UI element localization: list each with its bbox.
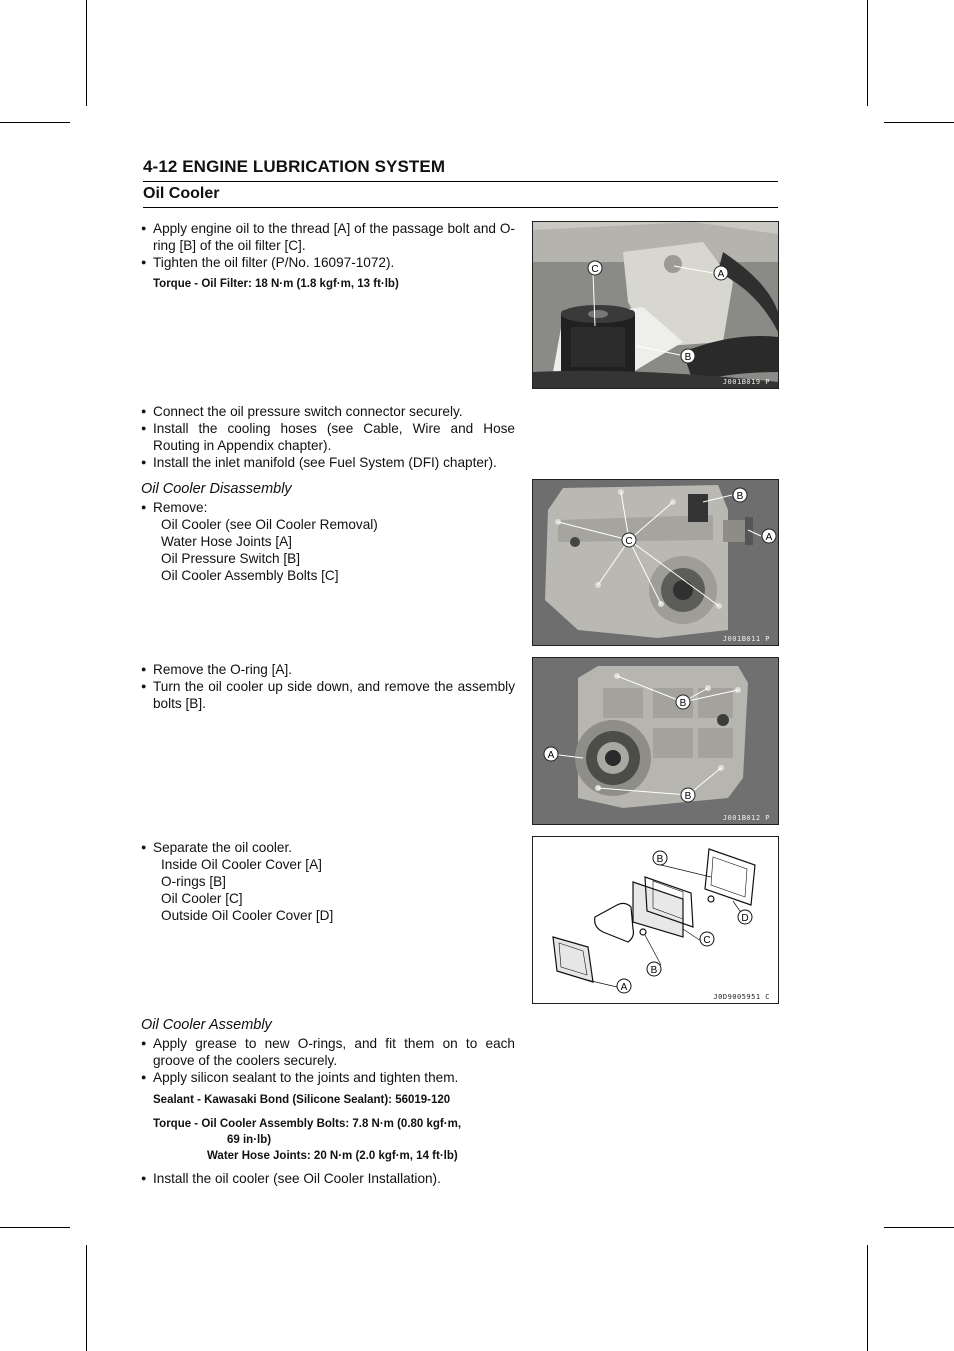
remove-item: Oil Cooler Assembly Bolts [C]: [161, 568, 339, 583]
torque-spec-oil-filter: Torque - Oil Filter: 18 N·m (1.8 kgf·m, 13 ft·lb): [153, 278, 399, 290]
torque-water-joints: Water Hose Joints: 20 N·m (2.0 kgf·m, 14 ft·lb): [207, 1150, 458, 1162]
callout-label: [544, 747, 558, 761]
callout-label: [681, 349, 695, 363]
crop-mark: [86, 1245, 87, 1351]
step-remove-oring: ● Remove the O-ring [A].: [141, 661, 515, 678]
remove-item: Oil Cooler (see Oil Cooler Removal): [161, 517, 378, 532]
crop-mark: [86, 0, 87, 106]
svg-text:B: B: [656, 854, 664, 865]
crop-mark: [884, 1227, 954, 1228]
part-item: Outside Oil Cooler Cover [D]: [161, 908, 334, 923]
crop-mark: [0, 1227, 70, 1228]
callout-label: [676, 695, 690, 709]
sealant-spec: Sealant - Kawasaki Bond (Silicone Sealant): 56019-120: [153, 1094, 451, 1106]
section-rule: [143, 207, 778, 208]
oil-filter-steps: [141, 220, 515, 292]
svg-text:B: B: [650, 965, 658, 976]
assembly-heading: Oil Cooler Assembly: [141, 1017, 272, 1033]
svg-text:B: B: [736, 491, 744, 502]
callout-label: [653, 851, 667, 865]
figure-code: J001B011 P: [722, 635, 770, 643]
assembly-section: [141, 1017, 515, 1187]
callout-label: [733, 488, 747, 502]
part-item: Oil Cooler [C]: [161, 891, 243, 906]
oring-steps: [141, 661, 515, 712]
step-apply-grease: ● Apply grease to new O-rings, and fit them on to each groove of the coolers securely.: [141, 1035, 515, 1069]
figure-code: J001B019 P: [722, 378, 770, 386]
callout-label: [714, 266, 728, 280]
header-rule: [143, 181, 778, 182]
step-tighten-filter: ● Tighten the oil filter (P/No. 16097-1072).: [141, 254, 515, 271]
svg-text:A: A: [547, 750, 555, 761]
step-apply-sealant: ● Apply silicon sealant to the joints and tighten them.: [141, 1069, 515, 1086]
crop-mark: [0, 122, 70, 123]
installation-steps: [141, 403, 515, 471]
section-title: Oil Cooler: [143, 185, 220, 202]
step-install-manifold: ● Install the inlet manifold (see Fuel System (DFI) chapter).: [141, 454, 515, 471]
svg-text:C: C: [591, 264, 599, 275]
figure-code: J001B012 P: [722, 814, 770, 822]
torque-bolts-cont: 69 in·lb): [227, 1134, 272, 1146]
svg-text:C: C: [625, 536, 633, 547]
disassembly-section: [141, 481, 515, 584]
torque-label: Torque -: [153, 1118, 202, 1130]
figure-oil-cooler-bottom: [532, 657, 779, 825]
crop-mark: [867, 0, 868, 106]
step-separate-cooler: ● Separate the oil cooler.: [141, 839, 515, 856]
step-turn-cooler: ● Turn the oil cooler up side down, and remove the assembly bolts [B].: [141, 678, 515, 712]
torque-bolts: Oil Cooler Assembly Bolts: 7.8 N·m (0.80 kgf·m,: [201, 1118, 462, 1130]
disassembly-heading: Oil Cooler Disassembly: [141, 481, 292, 497]
svg-text:C: C: [703, 935, 711, 946]
svg-text:B: B: [684, 791, 692, 802]
torque-spec-assembly: [141, 1116, 515, 1164]
figure-code: J0D9005951 C: [713, 993, 770, 1001]
remove-item: Oil Pressure Switch [B]: [161, 551, 300, 566]
callout-label: [762, 529, 776, 543]
figure-oil-filter: [532, 221, 779, 389]
crop-mark: [884, 122, 954, 123]
chapter-title: 4-12 ENGINE LUBRICATION SYSTEM: [143, 157, 446, 176]
separate-section: [141, 839, 515, 924]
callout-label: [588, 261, 602, 275]
page-header: [143, 157, 778, 208]
svg-text:A: A: [620, 982, 628, 993]
step-remove: ● Remove:: [141, 499, 515, 516]
crop-mark: [867, 1245, 868, 1351]
svg-text:A: A: [765, 532, 773, 543]
figure-oil-cooler-top: [532, 479, 779, 646]
svg-text:B: B: [684, 352, 692, 363]
callout-label: [622, 533, 636, 547]
callout-label: [700, 932, 714, 946]
callout-label: [647, 962, 661, 976]
svg-text:B: B: [679, 698, 687, 709]
callout-label: [738, 910, 752, 924]
step-connect-switch: ● Connect the oil pressure switch connector securely.: [141, 403, 515, 420]
remove-item: Water Hose Joints [A]: [161, 534, 292, 549]
callout-label: [617, 979, 631, 993]
callout-label: [681, 788, 695, 802]
part-item: Inside Oil Cooler Cover [A]: [161, 857, 322, 872]
step-install-cooler: ● Install the oil cooler (see Oil Cooler Installation).: [141, 1170, 515, 1187]
svg-text:D: D: [741, 913, 749, 924]
svg-text:A: A: [717, 269, 725, 280]
part-item: O-rings [B]: [161, 874, 226, 889]
step-install-hoses: ● Install the cooling hoses (see Cable, Wire and Hose Routing in Appendix chapter).: [141, 420, 515, 454]
figure-exploded-view: [532, 836, 779, 1004]
step-apply-oil: ● Apply engine oil to the thread [A] of the passage bolt and O-ring [B] of the oil filter [C].: [141, 220, 515, 254]
